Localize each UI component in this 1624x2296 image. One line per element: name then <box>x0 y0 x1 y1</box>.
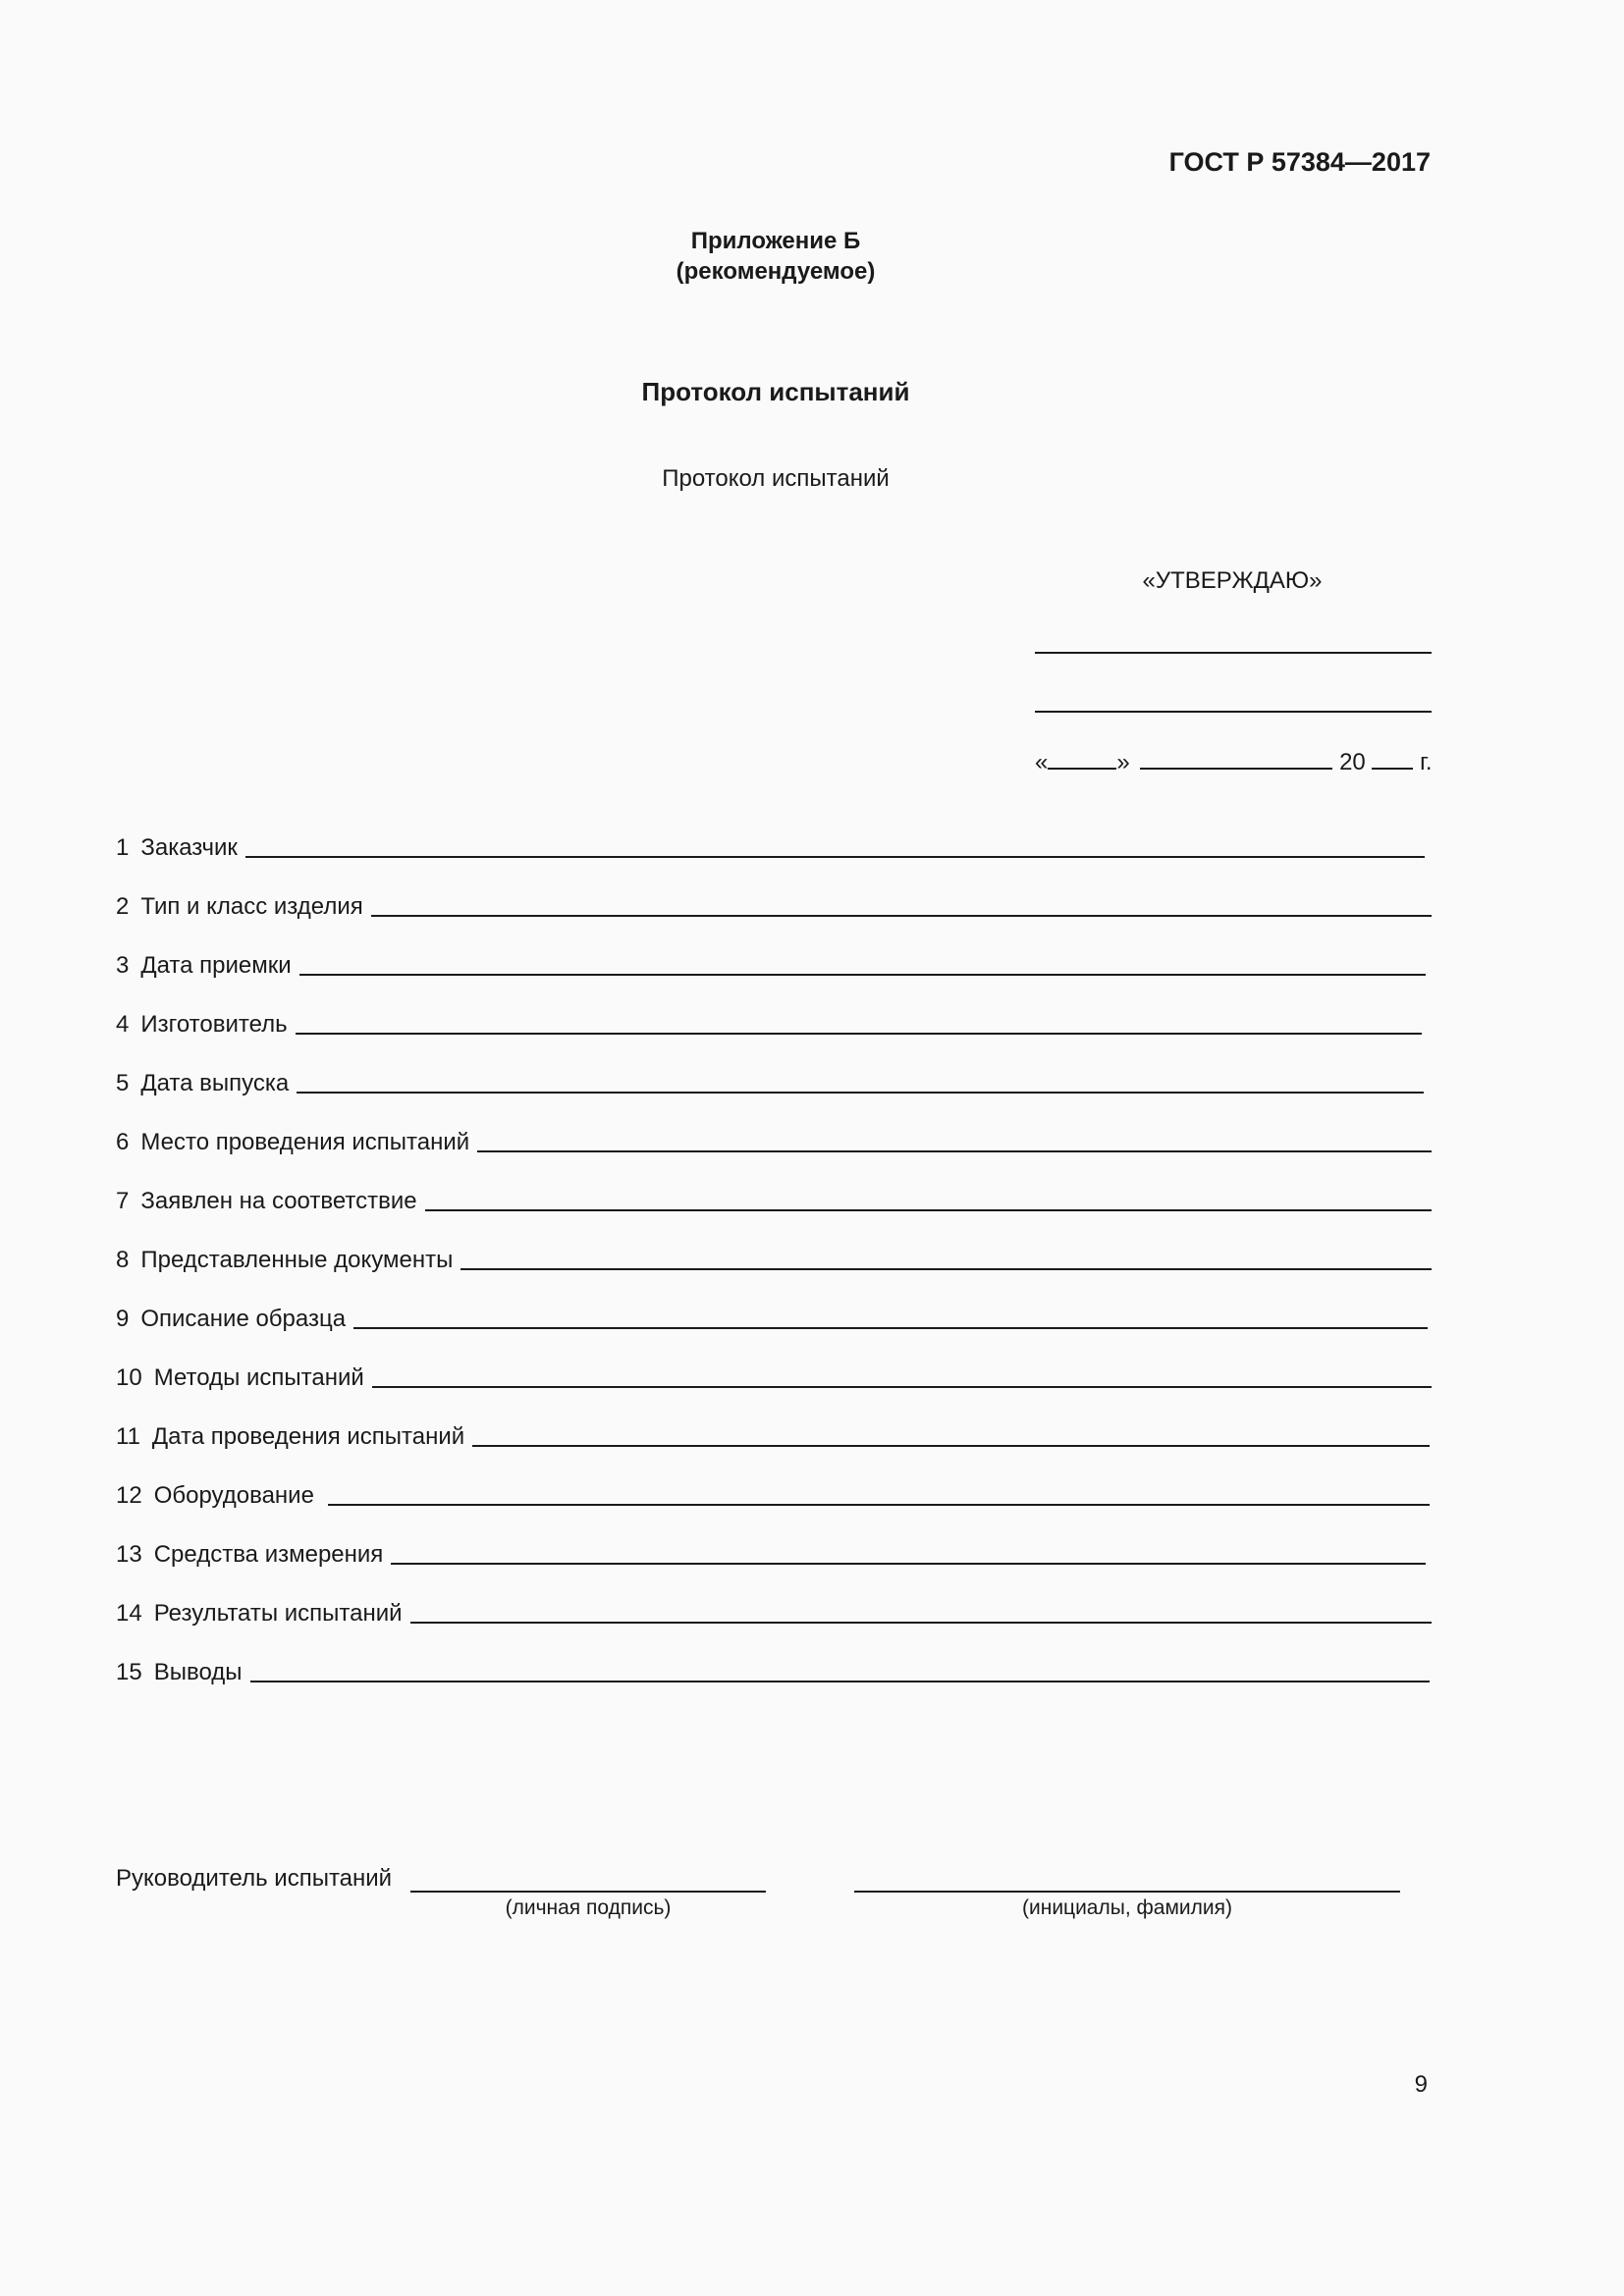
approval-label: «УТВЕРЖДАЮ» <box>1142 567 1323 594</box>
item-fill-line[interactable] <box>391 1563 1426 1565</box>
item-label: Средства измерения <box>153 1541 384 1568</box>
list-item <box>116 1302 1428 1333</box>
item-label: Дата приемки <box>140 952 292 979</box>
item-label: Методы испытаний <box>153 1364 364 1391</box>
item-number: 13 <box>116 1541 142 1568</box>
item-fill-line[interactable] <box>372 1386 1432 1388</box>
signature-line[interactable] <box>410 1891 766 1893</box>
item-number: 5 <box>116 1070 130 1096</box>
appendix-title: Приложение Б <box>690 228 861 254</box>
item-number: 7 <box>116 1188 130 1214</box>
item-label: Выводы <box>153 1659 243 1685</box>
appendix-status: (рекомендуемое) <box>676 258 876 285</box>
item-label: Место проведения испытаний <box>140 1129 470 1155</box>
item-number: 11 <box>116 1423 140 1450</box>
list-item <box>116 830 1425 862</box>
item-fill-line[interactable] <box>299 974 1426 976</box>
day-blank[interactable] <box>1048 746 1116 770</box>
signature-caption: (личная подпись) <box>505 1896 672 1919</box>
name-caption: (инициалы, фамилия) <box>1022 1896 1232 1919</box>
item-label: Представленные документы <box>140 1247 454 1273</box>
year-prefix: 20 <box>1339 749 1366 775</box>
item-fill-line[interactable] <box>297 1092 1424 1094</box>
month-blank[interactable] <box>1140 746 1332 770</box>
item-number: 6 <box>116 1129 130 1155</box>
item-label: Результаты испытаний <box>153 1600 403 1627</box>
list-item <box>116 1361 1432 1392</box>
item-fill-line[interactable] <box>371 915 1432 917</box>
item-number: 3 <box>116 952 130 979</box>
item-fill-line[interactable] <box>472 1445 1430 1447</box>
item-number: 9 <box>116 1306 130 1332</box>
year-suffix: г. <box>1420 749 1433 775</box>
item-number: 15 <box>116 1659 142 1685</box>
approver-position-line[interactable] <box>1035 652 1432 654</box>
approval-date <box>1035 746 1433 776</box>
item-fill-line[interactable] <box>477 1150 1432 1152</box>
list-item <box>116 1537 1426 1569</box>
item-fill-line[interactable] <box>410 1622 1432 1624</box>
item-fill-line[interactable] <box>245 856 1425 858</box>
list-item <box>116 889 1432 921</box>
name-line[interactable] <box>854 1891 1400 1893</box>
item-label: Дата проведения испытаний <box>151 1423 465 1450</box>
item-label: Заявлен на соответствие <box>140 1188 417 1214</box>
item-fill-line[interactable] <box>250 1681 1430 1682</box>
list-item <box>116 1243 1432 1274</box>
item-fill-line[interactable] <box>425 1209 1432 1211</box>
item-label: Заказчик <box>140 834 238 861</box>
item-number: 12 <box>116 1482 142 1509</box>
document-title: Протокол испытаний <box>641 377 910 406</box>
list-item <box>116 1066 1424 1097</box>
date-open-quote: « <box>1035 749 1049 775</box>
list-item <box>116 1184 1432 1215</box>
item-number: 2 <box>116 893 130 920</box>
item-fill-line[interactable] <box>460 1268 1432 1270</box>
list-item <box>116 1419 1430 1451</box>
page-number: 9 <box>1414 2071 1428 2098</box>
approver-name-line[interactable] <box>1035 711 1432 713</box>
item-number: 1 <box>116 834 130 861</box>
list-item <box>116 948 1426 980</box>
standard-number: ГОСТ Р 57384—2017 <box>1168 147 1431 177</box>
item-fill-line[interactable] <box>328 1504 1430 1506</box>
item-number: 8 <box>116 1247 130 1273</box>
document-subtitle: Протокол испытаний <box>662 465 890 492</box>
list-item <box>116 1125 1432 1156</box>
year-blank[interactable] <box>1372 746 1413 770</box>
item-label: Изготовитель <box>140 1011 288 1038</box>
item-fill-line[interactable] <box>296 1033 1422 1035</box>
list-item <box>116 1655 1430 1686</box>
list-item <box>116 1478 1430 1510</box>
item-number: 4 <box>116 1011 130 1038</box>
test-supervisor-label: Руководитель испытаний <box>116 1865 393 1892</box>
date-close-quote: » <box>1116 749 1130 775</box>
list-item <box>116 1596 1432 1628</box>
item-number: 14 <box>116 1600 142 1627</box>
item-number: 10 <box>116 1364 142 1391</box>
item-label: Оборудование <box>153 1482 314 1509</box>
list-item <box>116 1007 1422 1039</box>
item-fill-line[interactable] <box>353 1327 1428 1329</box>
item-label: Тип и класс изделия <box>140 893 363 920</box>
item-label: Описание образца <box>140 1306 347 1332</box>
item-label: Дата выпуска <box>140 1070 290 1096</box>
